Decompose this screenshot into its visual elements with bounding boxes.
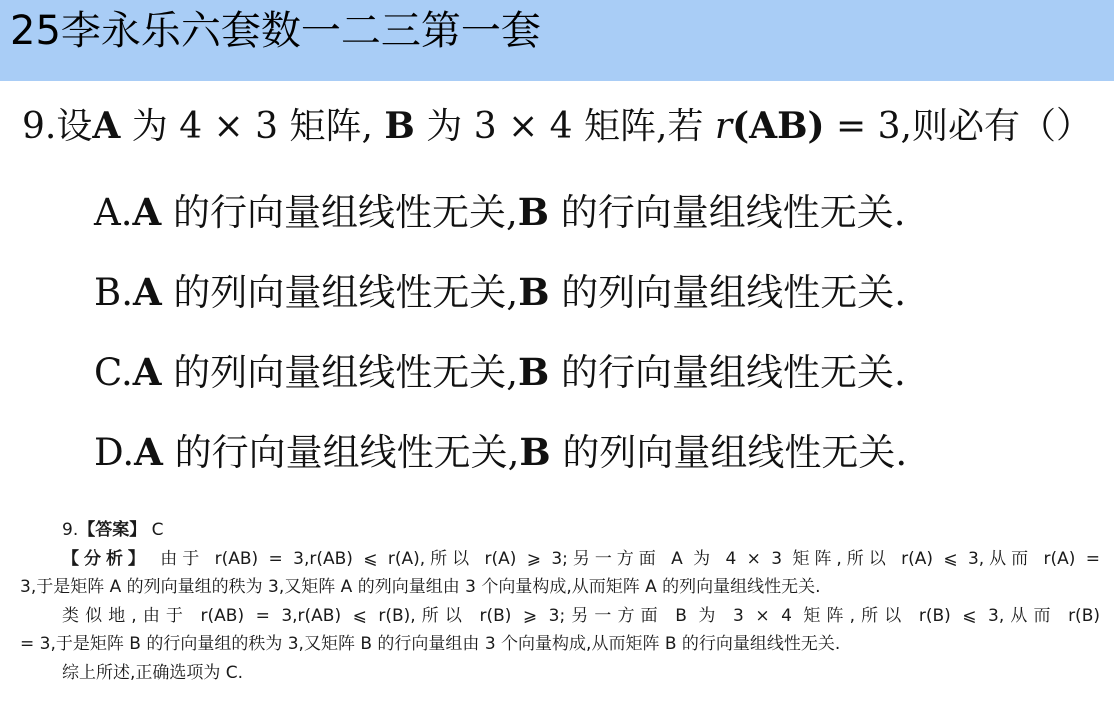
rank-argument: (AB) [732,105,825,147]
answer-paren-close: ） [1055,105,1092,146]
option-text: 的列向量组线性无关, [161,271,519,314]
options-list [94,188,1094,508]
analysis-line-3: 类似地,由于 r(AB) = 3,r(AB) ⩽ r(B),所以 r(B) ⩾ 3;另一方面 B 为 3 × 4 矩阵,所以 r(B) ⩽ 3,从而 r(B) [62,605,1100,626]
page-title: 25李永乐六套数一二三第一套 [10,8,541,54]
analysis-line-1 [20,545,1100,574]
option-label: D. [94,431,135,474]
option-d [94,428,1094,508]
matrix-a-symbol: A [132,350,162,394]
option-text: 的列向量组线性无关. [549,271,907,314]
matrix-b-symbol: B [384,105,415,147]
matrix-b-symbol: B [519,430,551,474]
analysis-line-5: 综上所述,正确选项为 C. [62,662,244,683]
option-label: C. [94,351,133,394]
option-a [94,188,1094,268]
option-b [94,268,1094,348]
matrix-b-symbol: B [517,190,550,234]
matrix-a-symbol: A [92,105,121,147]
option-text: 的行向量组线性无关. [549,351,906,394]
matrix-b-symbol: B [518,350,550,394]
option-label: A. [94,191,133,234]
question-text: 为 3 × 4 矩阵,若 [414,106,715,147]
answer-number: 9. [62,520,79,540]
answer-label: 【答案】 [78,520,147,540]
matrix-a-symbol: A [132,190,162,234]
analysis-line-2: 3,于是矩阵 A 的列向量组的秩为 3,又矩阵 A 的列向量组由 3 个向量构成,从而矩阵 A 的列向量组线性无关. [20,577,821,597]
matrix-a-symbol: A [132,270,162,314]
question-number: 9. [22,106,57,147]
rank-symbol: r [714,106,733,147]
option-text: 的列向量组线性无关. [550,431,908,474]
option-text: 的列向量组线性无关, [161,351,519,394]
answer-value: C [151,520,164,540]
header-banner [0,0,1114,81]
analysis-text: 由于 r(AB) = 3,r(AB) ⩽ r(A),所以 r(A) ⩾ 3;另一方面 A 为 4 × 3 矩阵,所以 r(A) ⩽ 3,从而 r(A) = [160,548,1101,569]
answer-line [20,516,1100,545]
analysis-label: 【分析】 [62,548,150,569]
question-text: 设 [56,106,93,147]
answer-explanation [20,516,1100,687]
option-c [94,348,1094,428]
question-stem [22,102,1092,151]
matrix-b-symbol: B [518,270,550,314]
question-text: 为 4 × 3 矩阵, [120,106,385,147]
option-text: 的行向量组线性无关. [549,191,906,234]
question-text: = 3,则必有（ [824,106,1056,147]
matrix-a-symbol: A [134,430,163,474]
option-text: 的行向量组线性无关, [162,431,520,474]
option-text: 的行向量组线性无关, [161,191,518,234]
option-label: B. [94,271,133,314]
analysis-line-4: = 3,于是矩阵 B 的行向量组的秩为 3,又矩阵 B 的行向量组由 3 个向量构成,从而矩阵 B 的行向量组线性无关. [20,634,841,654]
